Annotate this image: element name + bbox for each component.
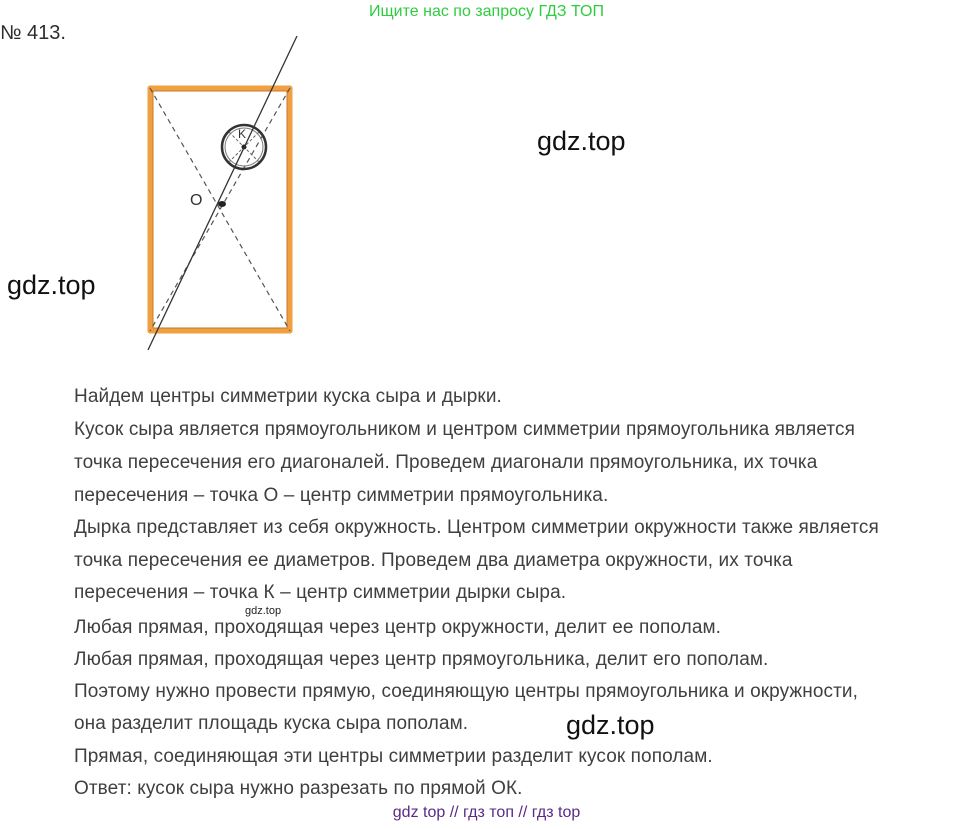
text-line: Найдем центры симметрии куска сыра и дырки. — [74, 386, 502, 407]
text-line: Дырка представляет из себя окружность. Центром симметрии окружности также является — [74, 517, 879, 538]
answer-line: Ответ: кусок сыра нужно разрезать по прямой ОК. — [74, 778, 523, 799]
text-line: пересечения – точка К – центр симметрии дырки сыра. — [74, 582, 567, 603]
text-line: Прямая, соединяющая эти центры симметрии разделит кусок пополам. — [74, 746, 713, 767]
label-o: O — [190, 192, 203, 209]
text-line: она разделит площадь куска сыра пополам. — [74, 713, 469, 734]
text-line: точка пересечения ее диаметров. Проведем два диаметра окружности, их точка — [74, 550, 793, 571]
label-k: K — [238, 127, 247, 141]
problem-number: № 413. — [0, 22, 66, 44]
watermark-3: gdz.top — [566, 710, 655, 740]
watermark-small: gdz.top — [245, 605, 282, 617]
text-line: Любая прямая, проходящая через центр прямоугольника, делит его пополам. — [74, 649, 769, 670]
text-line: пересечения – точка О – центр симметрии прямоугольника. — [74, 485, 609, 506]
point-o — [218, 201, 226, 207]
footer-links: gdz top // гдз топ // гдз top — [392, 804, 581, 821]
text-line: Любая прямая, проходящая через центр окружности, делит ее пополам. — [74, 617, 722, 638]
watermark-2: gdz.top — [7, 270, 96, 300]
cheese-figure — [130, 28, 310, 358]
top-banner: Ищите нас по запросу ГДЗ ТОП — [369, 3, 604, 20]
watermark-1: gdz.top — [537, 126, 626, 156]
cut-line-ok — [148, 36, 297, 350]
text-line: Поэтому нужно провести прямую, соединяющую центры прямоугольника и окружности, — [74, 681, 858, 702]
text-line: Кусок сыра является прямоугольником и центром симметрии прямоугольника является — [74, 419, 855, 440]
text-line: точка пересечения его диагоналей. Проведем диагонали прямоугольника, их точка — [74, 452, 818, 473]
cheese-rectangle-inner — [153, 91, 287, 328]
